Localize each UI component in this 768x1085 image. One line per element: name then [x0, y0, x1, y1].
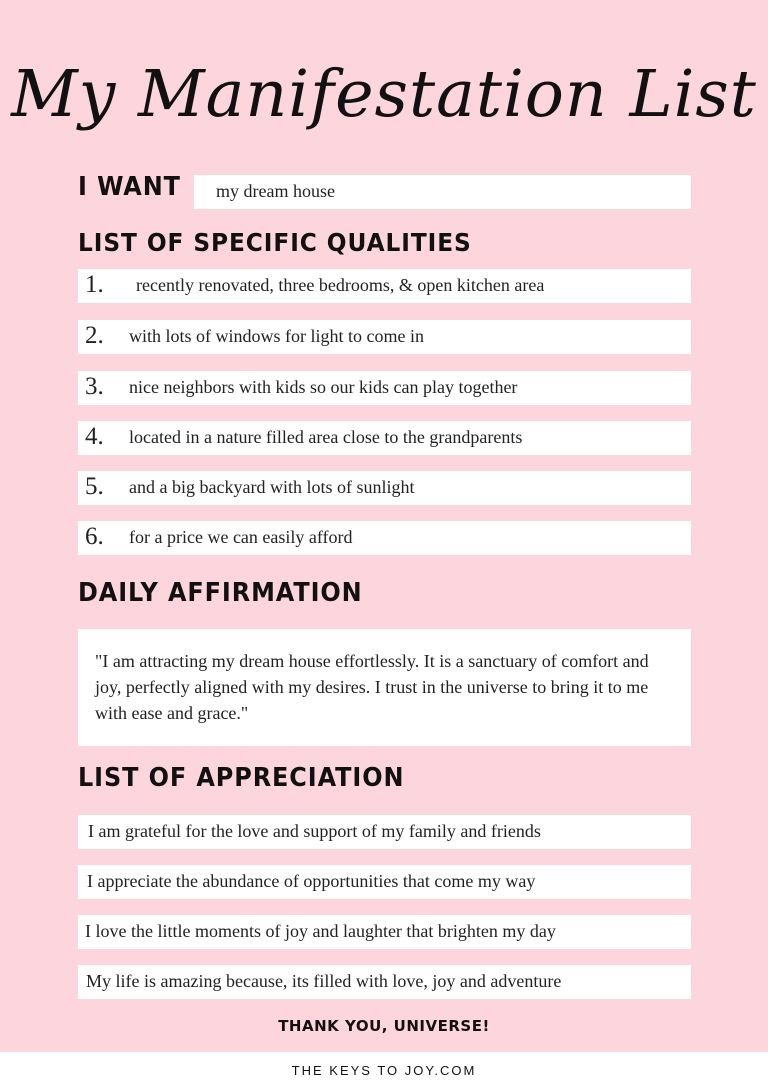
appreciation-text: My life is amazing because, its filled with love, joy and adventure — [86, 971, 562, 991]
quality-number: 6. — [85, 523, 104, 550]
appreciation-row[interactable] — [78, 865, 691, 899]
quality-text: and a big backyard with lots of sunlight — [129, 477, 415, 497]
quality-text: located in a nature filled area close to the grandparents — [129, 427, 523, 447]
quality-number: 1. — [85, 271, 104, 298]
quality-text: with lots of windows for light to come in — [129, 326, 424, 346]
quality-number: 4. — [85, 423, 104, 450]
affirmation-heading: DAILY AFFIRMATION — [78, 578, 363, 608]
footer-credit: THE KEYS TO JOY.COM — [291, 1063, 477, 1078]
quality-row[interactable] — [78, 471, 691, 505]
quality-row[interactable] — [78, 521, 691, 555]
want-label: I WANT — [78, 172, 181, 202]
appreciation-text: I love the little moments of joy and laughter that brighten my day — [85, 921, 556, 941]
appreciation-text: I appreciate the abundance of opportunities that come my way — [87, 871, 536, 891]
quality-row[interactable] — [78, 421, 691, 455]
quality-row[interactable] — [78, 269, 691, 303]
appreciation-heading: LIST OF APPRECIATION — [78, 763, 405, 793]
thanks-text: THANK YOU, UNIVERSE! — [278, 1017, 490, 1035]
appreciation-row[interactable] — [78, 915, 691, 949]
qualities-heading: LIST OF SPECIFIC QUALITIES — [78, 228, 472, 257]
want-field[interactable] — [194, 175, 691, 209]
quality-text: for a price we can easily afford — [129, 527, 353, 547]
appreciation-text: I am grateful for the love and support of my family and friends — [88, 821, 541, 841]
quality-row[interactable] — [78, 320, 691, 354]
appreciation-row[interactable] — [78, 815, 691, 849]
page-title: My Manifestation List — [11, 57, 757, 132]
want-value: my dream house — [216, 181, 335, 201]
quality-number: 3. — [85, 373, 104, 400]
quality-number: 2. — [85, 322, 104, 349]
quality-text: nice neighbors with kids so our kids can play together — [129, 377, 518, 397]
quality-number: 5. — [85, 473, 104, 500]
affirmation-text: "I am attracting my dream house effortlessly. It is a sanctuary of comfort and joy, perfectly aligned with my desires. I trust in the universe to bring it to me with ease and grace." — [95, 651, 649, 723]
quality-text: recently renovated, three bedrooms, & open kitchen area — [136, 275, 545, 295]
appreciation-row[interactable] — [78, 965, 691, 999]
quality-row[interactable] — [78, 371, 691, 405]
